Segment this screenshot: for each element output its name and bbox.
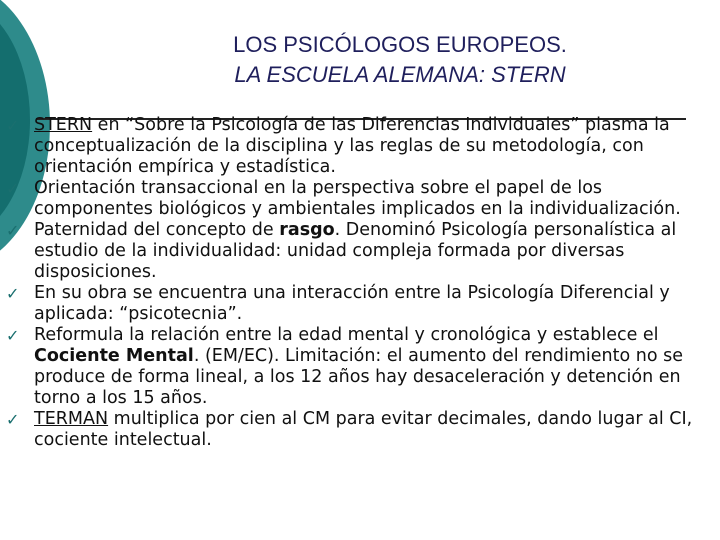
bullet-item <box>6 283 696 325</box>
title-line-2: LA ESCUELA ALEMANA: STERN <box>234 62 566 87</box>
title-line-1: LOS PSICÓLOGOS EUROPEOS. <box>233 32 567 57</box>
checkmark-icon: ✓ <box>6 221 20 240</box>
bullet-text: . Denominó Psicología personalística al estudio de la individualidad: unidad compleja formada por diversas disposiciones. <box>34 220 677 282</box>
bullet-lead: TERMAN <box>34 409 109 429</box>
bullet-text: Reformula la relación entre la edad mental y cronológica y establece el <box>34 325 659 345</box>
bullet-text: . (EM/EC). Limitación: el aumento del rendimiento no se produce de forma lineal, a los 12 años hay desaceleración y detención en torno a los 15 años. <box>34 346 684 408</box>
bullet-text: multiplica por cien al CM para evitar decimales, dando lugar al CI, cociente intelectual. <box>34 409 693 450</box>
bullet-item <box>6 220 696 283</box>
checkmark-icon: ✓ <box>6 326 20 345</box>
bullet-lead: STERN <box>34 115 93 135</box>
bullet-item <box>6 115 696 178</box>
bullet-text: Paternidad del concepto de <box>34 220 280 240</box>
bullet-bold-term: Cociente Mental <box>34 346 194 366</box>
checkmark-icon: ✓ <box>6 284 20 303</box>
bullet-item <box>6 409 696 451</box>
checkmark-icon: ✓ <box>6 179 20 198</box>
bullet-text: en “Sobre la Psicología de las Diferencias Individuales” plasma la conceptualización de la disciplina y las reglas de su metodología, con orientación empírica y estadística. <box>34 115 670 177</box>
bullet-text: Orientación transaccional en la perspectiva sobre el papel de los componentes biológicos y ambientales implicados en la individualización. <box>34 178 681 219</box>
slide-title <box>150 30 650 90</box>
bullet-list <box>6 115 696 451</box>
bullet-text: En su obra se encuentra una interacción entre la Psicología Diferencial y aplicada: “psicotecnia”. <box>34 283 670 324</box>
bullet-bold-term: rasgo <box>279 220 335 240</box>
bullet-item <box>6 325 696 409</box>
bullet-item <box>6 178 696 220</box>
checkmark-icon: ✓ <box>6 116 20 135</box>
checkmark-icon: ✓ <box>6 410 20 429</box>
